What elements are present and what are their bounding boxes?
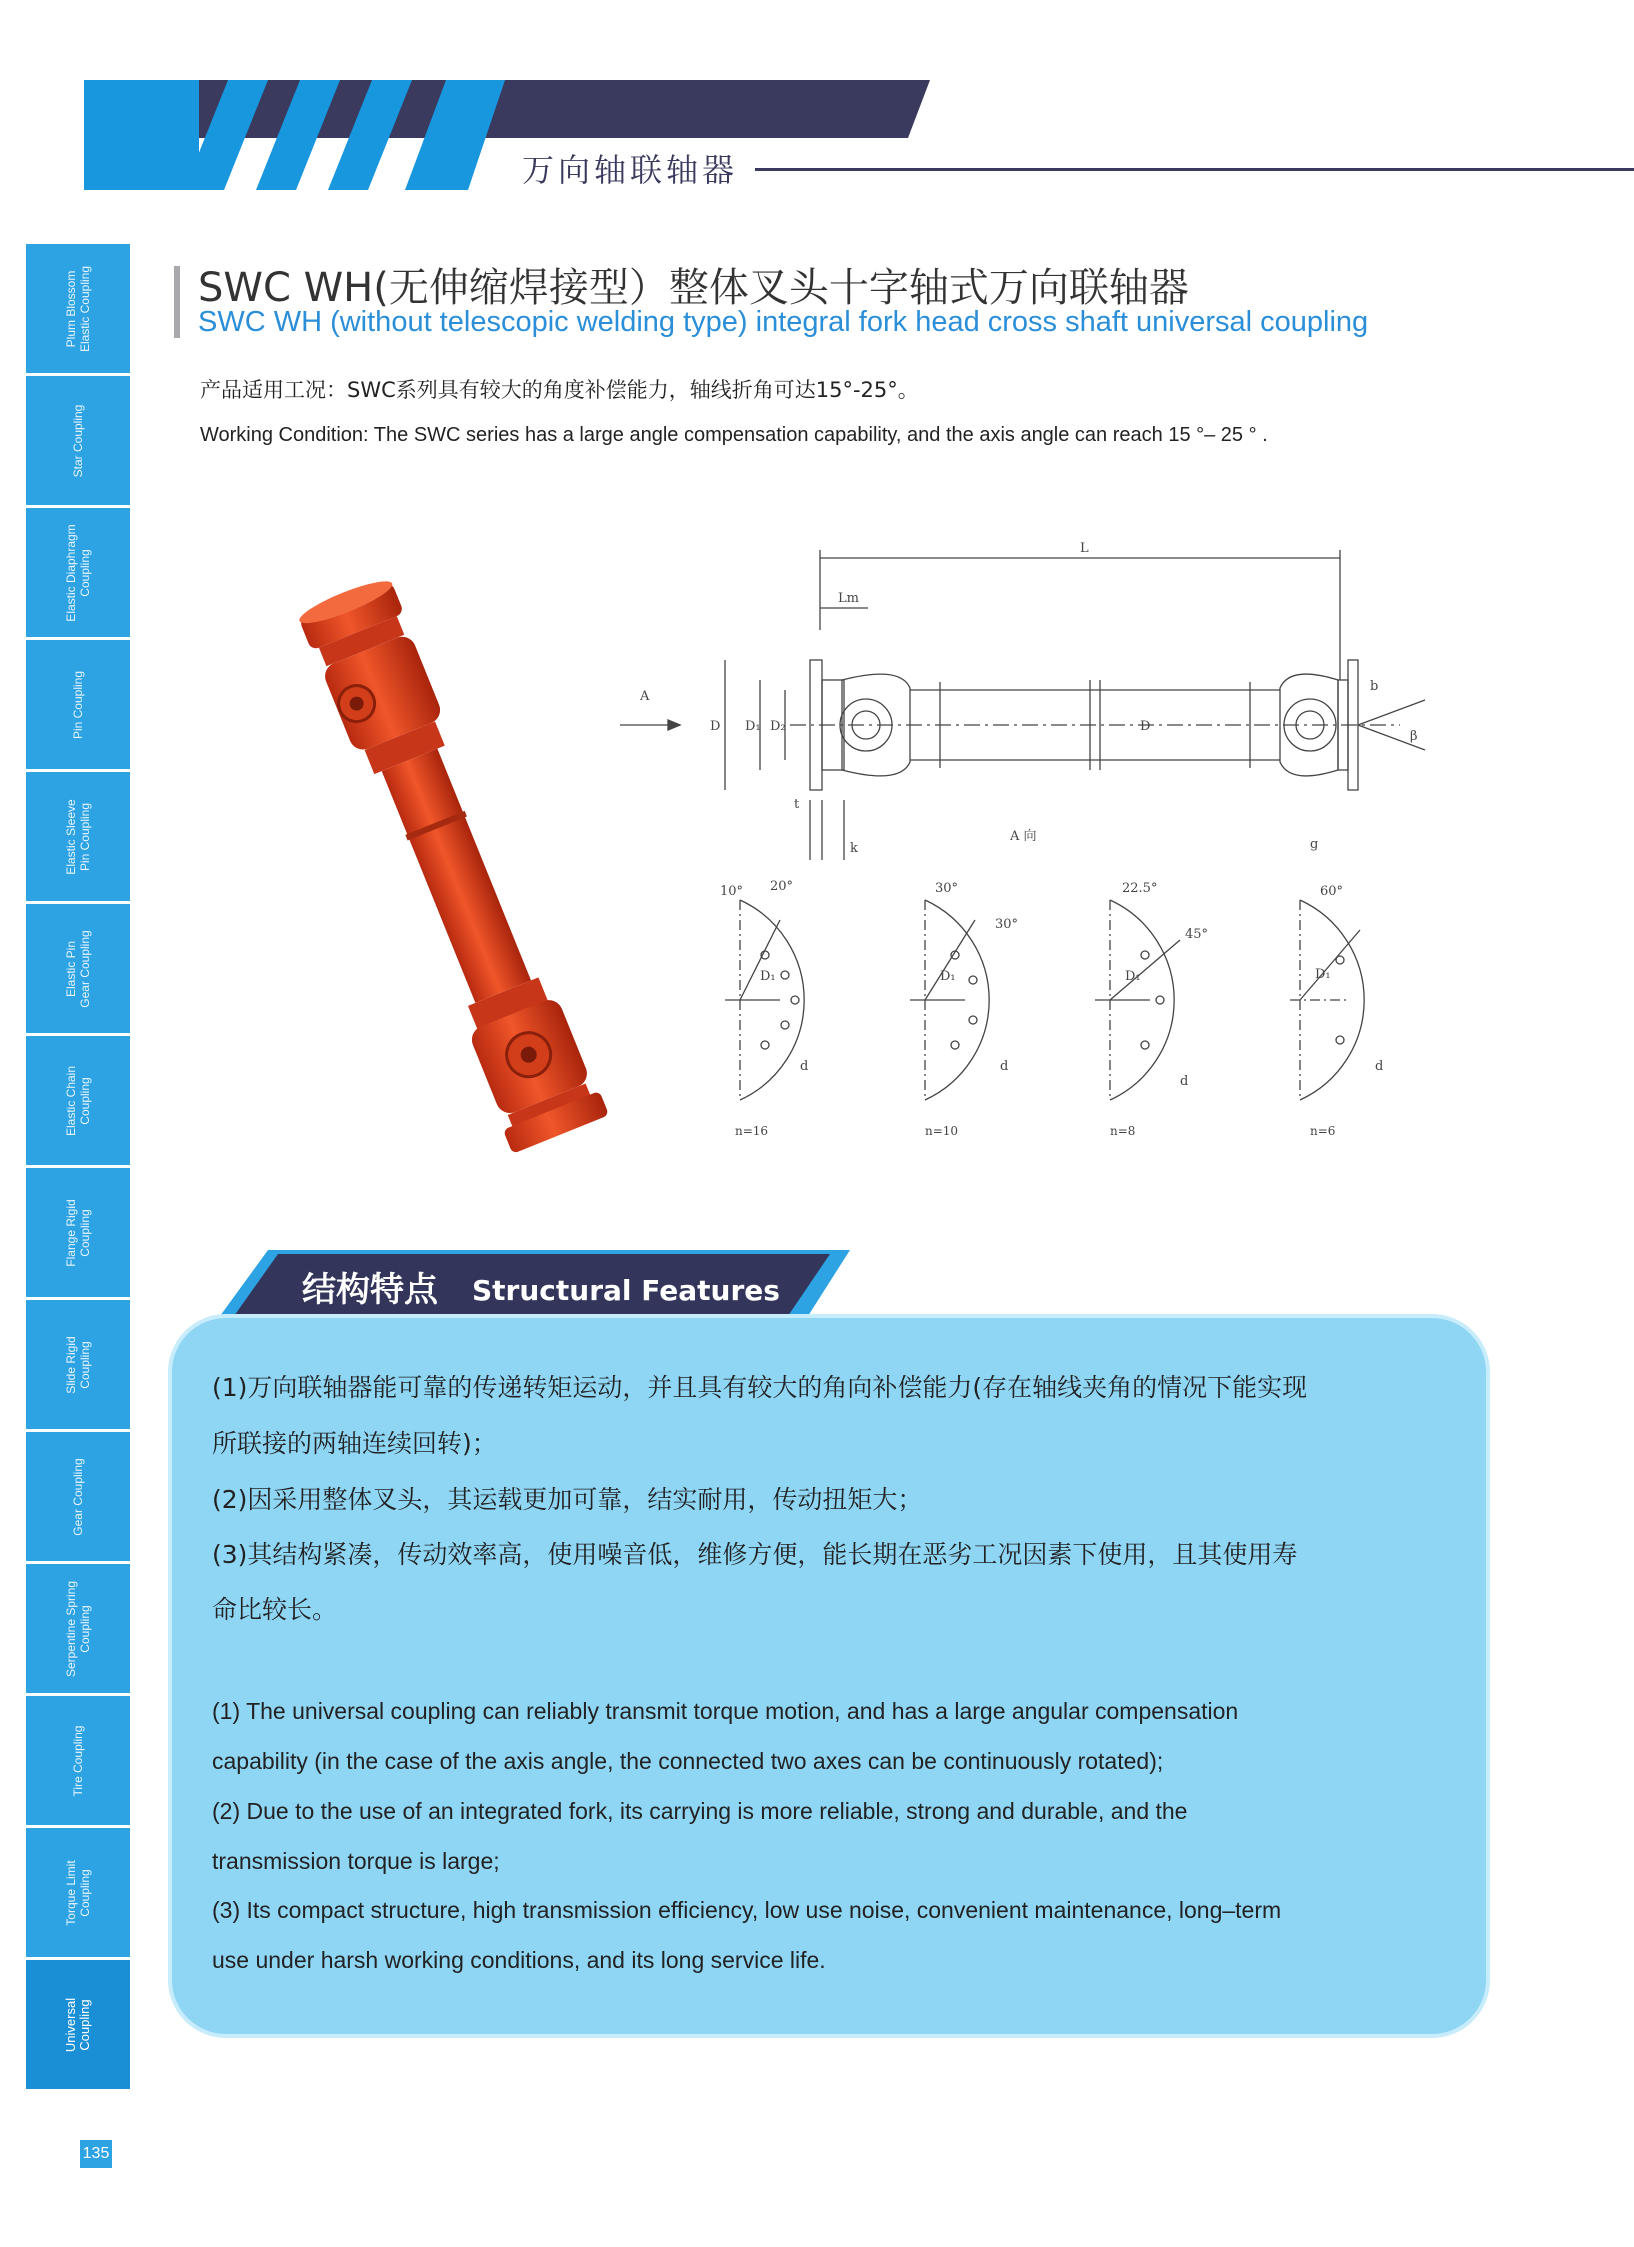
- svg-text:n=16: n=16: [735, 1124, 769, 1138]
- svg-text:β: β: [1410, 729, 1418, 744]
- technical-drawing: [610, 540, 1450, 1180]
- svg-text:D: D: [1140, 719, 1151, 734]
- feature-en-line: (1) The universal coupling can reliably transmit torque motion, and has a large angular compensation: [212, 1698, 1239, 1724]
- sidebar-item-serpentine-spring[interactable]: Serpentine Spring Coupling: [26, 1564, 130, 1693]
- side-view: [620, 541, 1425, 860]
- product-photo: [290, 560, 610, 1160]
- product-title-cn: SWC WH(无伸缩焊接型）整体叉头十字轴式万向联轴器: [198, 265, 1189, 311]
- flange-view-6: [1290, 884, 1383, 1138]
- feature-cn-line: (2)因采用整体叉头，其运载更加可靠，结实耐用，传动扭矩大；: [212, 1485, 923, 1514]
- svg-text:22.5°: 22.5°: [1122, 881, 1158, 896]
- svg-text:D₁: D₁: [1125, 969, 1141, 984]
- svg-text:D₂: D₂: [770, 719, 786, 734]
- sidebar-item-star[interactable]: Star Coupling: [26, 376, 130, 505]
- svg-text:Lm: Lm: [838, 591, 859, 606]
- svg-text:A 向: A 向: [1010, 829, 1037, 844]
- sidebar-item-gear[interactable]: Gear Coupling: [26, 1432, 130, 1561]
- features-box: [168, 1314, 1490, 2038]
- sidebar-item-elastic-diaphragm[interactable]: Elastic Diaphragm Coupling: [26, 508, 130, 637]
- svg-text:n=6: n=6: [1310, 1124, 1336, 1138]
- svg-text:D₁: D₁: [940, 969, 956, 984]
- page-number: 135: [80, 2140, 112, 2168]
- feature-cn-line: 所联接的两轴连续回转)；: [212, 1429, 497, 1458]
- sidebar-item-plum-blossom[interactable]: Plum Blossom Elastic Coupling: [26, 244, 130, 373]
- svg-text:t: t: [794, 797, 800, 812]
- sidebar-item-flange-rigid[interactable]: Flange Rigid Coupling: [26, 1168, 130, 1297]
- svg-text:d: d: [800, 1059, 809, 1074]
- svg-text:L: L: [1080, 541, 1089, 556]
- svg-text:D: D: [710, 719, 721, 734]
- svg-text:30°: 30°: [935, 881, 959, 896]
- feature-en-line: capability (in the case of the axis angle, the connected two axes can be continuously rotated);: [212, 1748, 1164, 1774]
- svg-text:d: d: [1000, 1059, 1009, 1074]
- flange-view-10: [910, 881, 1018, 1138]
- sidebar-item-pin[interactable]: Pin Coupling: [26, 640, 130, 769]
- feature-cn-line: 命比较长。: [212, 1595, 338, 1624]
- svg-text:D₁: D₁: [745, 719, 761, 734]
- svg-text:45°: 45°: [1185, 927, 1209, 942]
- title-accent-bar: [174, 266, 180, 338]
- feature-en-line: (3) Its compact structure, high transmission efficiency, low use noise, convenient maintenance, long–term: [212, 1897, 1282, 1923]
- svg-text:d: d: [1180, 1074, 1189, 1089]
- flange-view-16: [720, 879, 808, 1138]
- svg-text:b: b: [1370, 679, 1379, 694]
- sidebar-item-elastic-pin-gear[interactable]: Elastic Pin Gear Coupling: [26, 904, 130, 1033]
- feature-cn-line: (3)其结构紧凑，传动效率高，使用噪音低，维修方便，能长期在恶劣工况因素下使用，且其使用寿: [212, 1540, 1298, 1569]
- feature-en-line: transmission torque is large;: [212, 1848, 500, 1874]
- sidebar-item-elastic-chain[interactable]: Elastic Chain Coupling: [26, 1036, 130, 1165]
- features-heading-en: Structural Features: [472, 1274, 780, 1307]
- svg-text:g: g: [1310, 837, 1319, 852]
- category-title: 万向轴联轴器: [522, 151, 739, 189]
- header-rule: [755, 168, 1634, 171]
- sidebar-item-torque-limit[interactable]: Torque Limit Coupling: [26, 1828, 130, 1957]
- feature-cn-line: (1)万向联轴器能可靠的传递转矩运动，并且具有较大的角向补偿能力(存在轴线夹角的情况下能实现: [212, 1373, 1308, 1402]
- product-title-en: SWC WH (without telescopic welding type) integral fork head cross shaft universal coupling: [198, 306, 1369, 338]
- svg-text:20°: 20°: [770, 879, 794, 894]
- sidebar: [26, 244, 130, 2092]
- sidebar-item-universal[interactable]: Universal Coupling: [26, 1960, 130, 2089]
- sidebar-item-slide-rigid[interactable]: Slide Rigid Coupling: [26, 1300, 130, 1429]
- svg-text:k: k: [850, 841, 858, 856]
- features-heading-cn: 结构特点: [302, 1270, 438, 1310]
- svg-text:D₁: D₁: [1315, 967, 1331, 982]
- svg-text:d: d: [1375, 1059, 1384, 1074]
- feature-en-line: use under harsh working conditions, and its long service life.: [212, 1947, 826, 1973]
- sidebar-item-tire[interactable]: Tire Coupling: [26, 1696, 130, 1825]
- flange-view-8: [1095, 881, 1208, 1138]
- svg-text:60°: 60°: [1320, 884, 1344, 899]
- working-condition-en: Working Condition: The SWC series has a large angle compensation capability, and the axis angle can reach 15 °– 25 ° .: [200, 424, 1268, 446]
- svg-text:30°: 30°: [995, 917, 1019, 932]
- svg-text:n=10: n=10: [925, 1124, 959, 1138]
- feature-en-line: (2) Due to the use of an integrated fork, its carrying is more reliable, strong and durable, and the: [212, 1798, 1188, 1824]
- sidebar-item-elastic-sleeve-pin[interactable]: Elastic Sleeve Pin Coupling: [26, 772, 130, 901]
- svg-text:A: A: [640, 689, 650, 704]
- svg-text:10°: 10°: [720, 884, 744, 899]
- svg-text:D₁: D₁: [760, 969, 776, 984]
- svg-text:n=8: n=8: [1110, 1124, 1136, 1138]
- working-condition-cn: 产品适用工况：SWC系列具有较大的角度补偿能力，轴线折角可达15°-25°。: [200, 378, 919, 402]
